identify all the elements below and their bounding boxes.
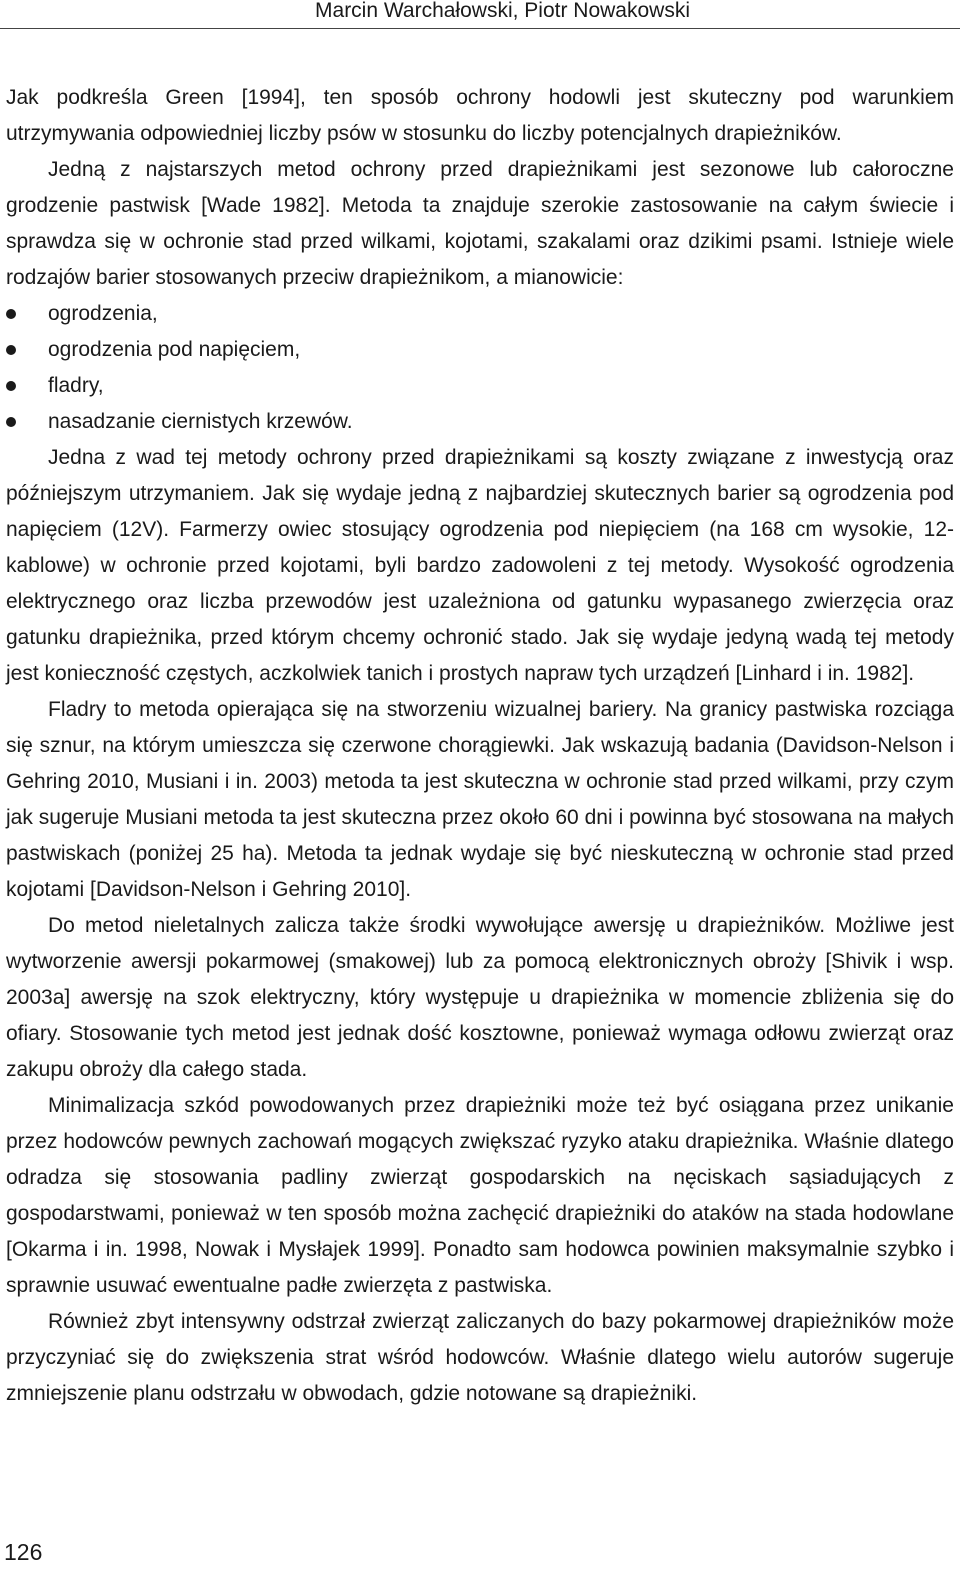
body-text (6, 80, 954, 1412)
list-item-text: fladry, (48, 374, 104, 397)
barrier-list (6, 296, 954, 440)
running-header (0, 0, 960, 29)
list-item (6, 332, 954, 368)
paragraph-6: Minimalizacja szkód powodowanych przez drapieżniki może też być osiągana przez unikanie przez hodowców pewnych zachowań mogących zwiększać ryzyko ataku drapieżnika. Właśnie dlatego odradza się stosowania padliny zwierząt gospodarskich na nęciskach sąsiadujących z gospodarstwami, ponieważ w ten sposób można zachęcić drapieżniki do ataków na stada hodowlane [Okarma i in. 1998, Nowak i Mysłajek 1999]. Ponadto sam hodowca powinien maksymalnie szybko i sprawnie usuwać ewentualne padłe zwierzęta z pastwiska. (6, 1094, 954, 1297)
paragraph-5: Do metod nieletalnych zalicza także środki wywołujące awersję u drapieżników. Możliwe jest wytworzenie awersji pokarmowej (smakowej) lub za pomocą elektronicznych obroży [Shivik i wsp. 2003a] awersję na szok elektryczny, który występuje u drapieżnika w momencie zbliżenia się do ofiary. Stosowanie tych metod jest jednak dość kosztowne, ponieważ wymaga odłowu zwierząt oraz zakupu obroży dla całego stada. (6, 914, 954, 1081)
list-item (6, 404, 954, 440)
paragraph-1: Jak podkreśla Green [1994], ten sposób ochrony hodowli jest skuteczny pod warunkiem utrzymywania odpowiedniej liczby psów w stosunku do liczby potencjalnych drapieżników. (6, 86, 954, 145)
bullet-icon (6, 381, 16, 391)
list-item (6, 368, 954, 404)
list-item-text: ogrodzenia, (48, 302, 158, 325)
paragraph-2: Jedną z najstarszych metod ochrony przed drapieżnikami jest sezonowe lub całoroczne grodzenie pastwisk [Wade 1982]. Metoda ta znajduje szerokie zastosowanie na całym świecie i sprawdza się w ochronie stad przed wilkami, kojotami, szakalami oraz dzikimi psami. Istnieje wiele rodzajów barier stosowanych przeciw drapieżnikom, a mianowicie: (6, 158, 954, 289)
list-item (6, 296, 954, 332)
bullet-icon (6, 309, 16, 319)
paragraph-7: Również zbyt intensywny odstrzał zwierząt zaliczanych do bazy pokarmowej drapieżników może przyczyniać się do zwiększenia strat wśród hodowców. Właśnie dlatego wielu autorów sugeruje zmniejszenie planu odstrzału w obwodach, gdzie notowane są drapieżniki. (6, 1310, 954, 1405)
paragraph-3: Jedna z wad tej metody ochrony przed drapieżnikami są koszty związane z inwestycją oraz późniejszym utrzymaniem. Jak się wydaje jedną z najbardziej skutecznych barier są ogrodzenia pod napięciem (12V). Farmerzy owiec stosujący ogrodzenia pod niepięciem (na 168 cm wysokie, 12-kablowe) w ochronie przed kojotami, byli bardzo zadowoleni z tej metody. Wysokość ogrodzenia elektrycznego oraz liczba przewodów jest uzależniona od gatunku wypasanego zwierzęcia oraz gatunku drapieżnika, przed którym chcemy ochronić stado. Jak się wydaje jedyną wadą tej metody jest konieczność częstych, aczkolwiek tanich i prostych napraw tych urządzeń [Linhard i in. 1982]. (6, 446, 954, 685)
bullet-icon (6, 417, 16, 427)
page-number: 126 (4, 1539, 43, 1565)
paragraph-4: Fladry to metoda opierająca się na stworzeniu wizualnej bariery. Na granicy pastwiska rozciąga się sznur, na którym umieszcza się czerwone chorągiewki. Jak wskazują badania (Davidson-Nelson i Gehring 2010, Musiani i in. 2003) metoda ta jest skuteczna w ochronie stad przed wilkami, przy czym jak sugeruje Musiani metoda ta jest skuteczna przez około 60 dni i powinna być stosowana na małych pastwiskach (poniżej 25 ha). Metoda ta jednak wydaje się być nieskuteczną w ochronie stad przed kojotami [Davidson-Nelson i Gehring 2010]. (6, 698, 954, 901)
list-item-text: nasadzanie ciernistych krzewów. (48, 410, 353, 433)
bullet-icon (6, 345, 16, 355)
header-authors: Marcin Warchałowski, Piotr Nowakowski (315, 0, 690, 22)
list-item-text: ogrodzenia pod napięciem, (48, 338, 301, 361)
